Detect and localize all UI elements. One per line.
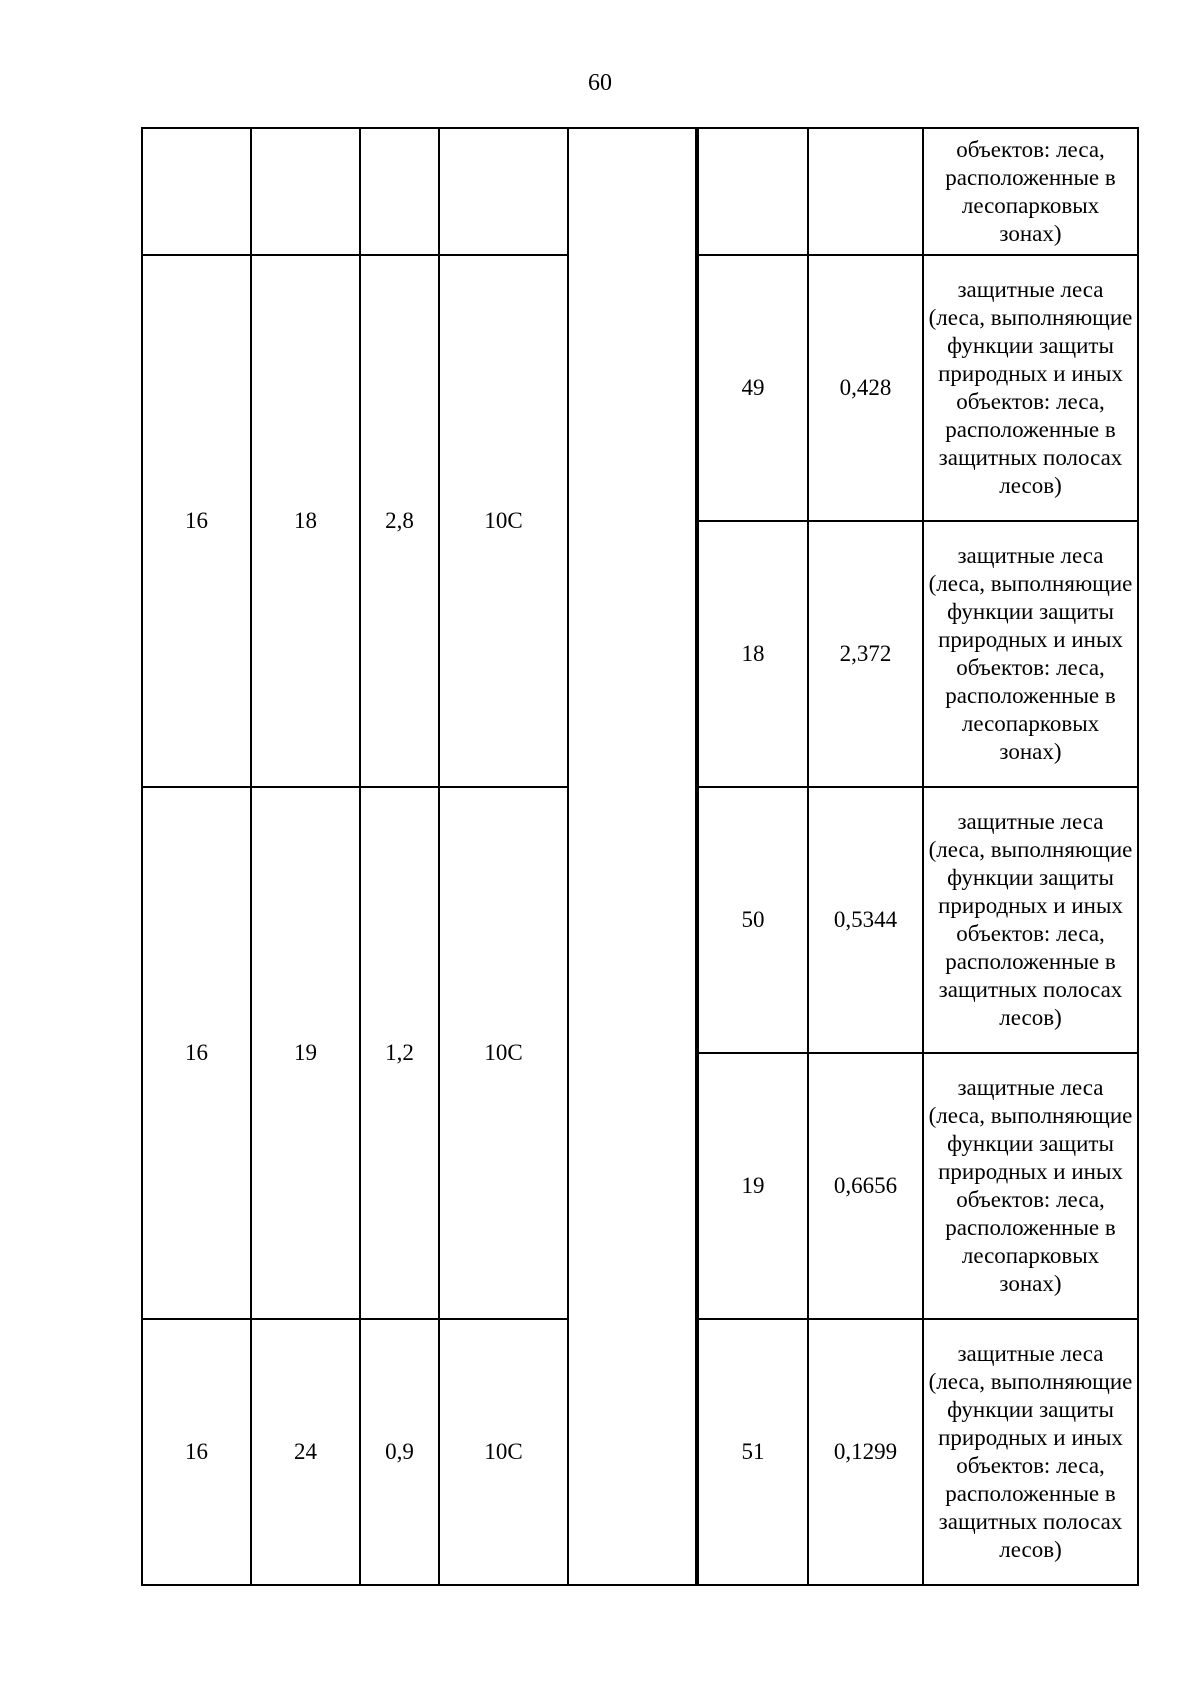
table-cell: 49: [698, 255, 808, 521]
table-cell: [808, 128, 923, 255]
table-cell: 50: [698, 787, 808, 1053]
forest-description-cell: защитные леса (леса, выполняющие функции защиты природных и иных объектов: леса, расположенные в лесопарковых зонах): [923, 521, 1138, 787]
blank-column-cell: [568, 128, 696, 1585]
table-cell: 10С: [439, 255, 568, 787]
table-cell: 1,2: [360, 787, 439, 1319]
forest-description-cell: защитные леса (леса, выполняющие функции защиты природных и иных объектов: леса, расположенные в защитных полосах лесов): [923, 1319, 1138, 1585]
table-cell: [439, 128, 568, 255]
table-cell: 2,8: [360, 255, 439, 787]
table-cell: [698, 128, 808, 255]
forest-allocation-table: [141, 127, 1139, 1586]
forest-description-cell: объектов: леса, расположенные в лесопарковых зонах): [923, 128, 1138, 255]
table-cell: 0,5344: [808, 787, 923, 1053]
table-cell: [251, 128, 360, 255]
table-cell: 2,372: [808, 521, 923, 787]
table-cell: 18: [698, 521, 808, 787]
table-cell: 19: [251, 787, 360, 1319]
table-row: [142, 128, 1138, 255]
table-cell: 51: [698, 1319, 808, 1585]
table-cell: 16: [142, 1319, 251, 1585]
table-cell: 24: [251, 1319, 360, 1585]
forest-description-cell: защитные леса (леса, выполняющие функции защиты природных и иных объектов: леса, расположенные в защитных полосах лесов): [923, 787, 1138, 1053]
forest-description-cell: защитные леса (леса, выполняющие функции защиты природных и иных объектов: леса, расположенные в защитных полосах лесов): [923, 255, 1138, 521]
table-cell: 19: [698, 1053, 808, 1319]
table-cell: 18: [251, 255, 360, 787]
page-number: 60: [588, 70, 612, 96]
table-cell: 0,9: [360, 1319, 439, 1585]
table-cell: 0,6656: [808, 1053, 923, 1319]
table-cell: 0,1299: [808, 1319, 923, 1585]
forest-description-cell: защитные леса (леса, выполняющие функции защиты природных и иных объектов: леса, расположенные в лесопарковых зонах): [923, 1053, 1138, 1319]
table-cell: 10С: [439, 1319, 568, 1585]
table-cell: [142, 128, 251, 255]
table-cell: 0,428: [808, 255, 923, 521]
table-cell: [360, 128, 439, 255]
table-cell: 16: [142, 255, 251, 787]
table-cell: 16: [142, 787, 251, 1319]
table-cell: 10С: [439, 787, 568, 1319]
